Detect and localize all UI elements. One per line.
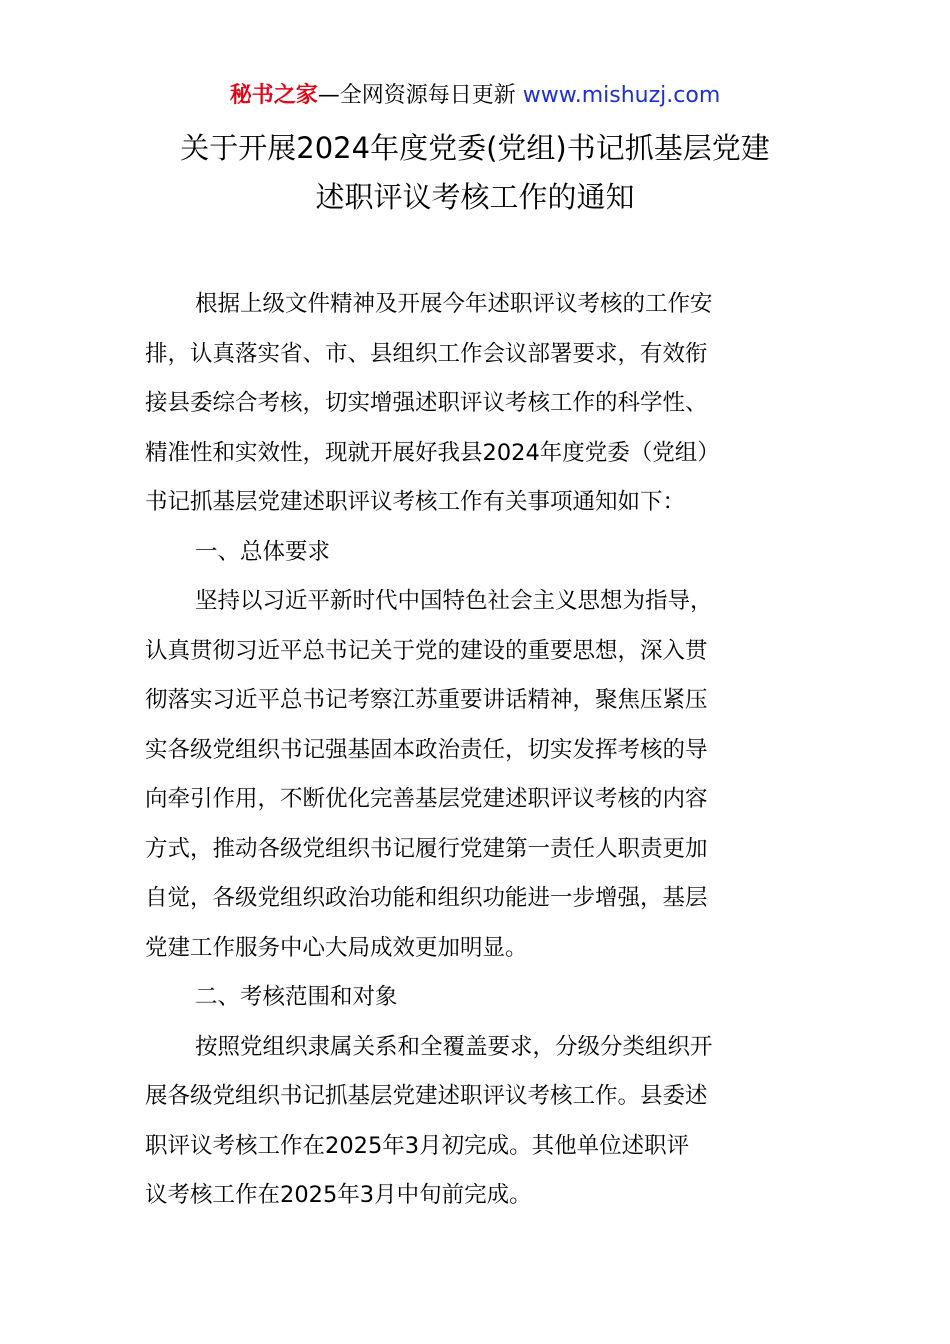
paragraph-line: 根据上级文件精神及开展今年述职评议考核的工作安 bbox=[195, 291, 713, 317]
section-heading: 二、考核范围和对象 bbox=[195, 984, 398, 1010]
paragraph-line: 精准性和实效性，现就开展好我县2024年度党委（党组） bbox=[145, 439, 720, 466]
paragraph-line: 展各级党组织书记抓基层党建述职评议考核工作。县委述 bbox=[145, 1083, 708, 1109]
paragraph-line: 方式，推动各级党组织书记履行党建第一责任人职责更加 bbox=[145, 835, 708, 862]
paragraph-line: 自觉，各级党组织政治功能和组织功能进一步增强，基层 bbox=[145, 885, 708, 911]
brand-name: 秘书之家 bbox=[229, 83, 318, 108]
paragraph-line: 职评议考核工作在2025年3月初完成。其他单位述职评 bbox=[145, 1132, 690, 1159]
paragraph-line: 接县委综合考核，切实增强述职评议考核工作的科学性、 bbox=[145, 390, 708, 416]
paragraph-line: 按照党组织隶属关系和全覆盖要求，分级分类组织开 bbox=[195, 1033, 713, 1060]
paragraph-line: 坚持以习近平新时代中国特色社会主义思想为指导， bbox=[195, 588, 713, 614]
header-tagline: —全网资源每日更新 bbox=[317, 83, 523, 108]
section-heading: 一、总体要求 bbox=[195, 538, 331, 565]
paragraph-line: 向牵引作用，不断优化完善基层党建述职评议考核的内容 bbox=[145, 786, 708, 812]
document-title-line-2: 述职评议考核工作的通知 bbox=[315, 180, 635, 214]
website-link[interactable]: www.mishuzj.com bbox=[522, 83, 721, 108]
document-body bbox=[145, 280, 810, 1221]
paragraph-line: 实各级党组织书记强基固本政治责任，切实发挥考核的导 bbox=[145, 736, 708, 763]
paragraph-line: 议考核工作在2025年3月中旬前完成。 bbox=[145, 1182, 532, 1208]
paragraph-line: 排，认真落实省、市、县组织工作会议部署要求，有效衔 bbox=[145, 340, 708, 367]
paragraph-line: 彻落实习近平总书记考察江苏重要讲话精神，聚焦压紧压 bbox=[145, 687, 708, 713]
paragraph-line: 党建工作服务中心大局成效更加明显。 bbox=[145, 934, 528, 961]
paragraph-line: 认真贯彻习近平总书记关于党的建设的重要思想，深入贯 bbox=[145, 637, 708, 664]
paragraph-line: 书记抓基层党建述职评议考核工作有关事项通知如下： bbox=[145, 489, 686, 515]
site-header bbox=[0, 80, 950, 112]
document-title-line-1: 关于开展2024年度党委(党组)书记抓基层党建 bbox=[180, 131, 770, 165]
